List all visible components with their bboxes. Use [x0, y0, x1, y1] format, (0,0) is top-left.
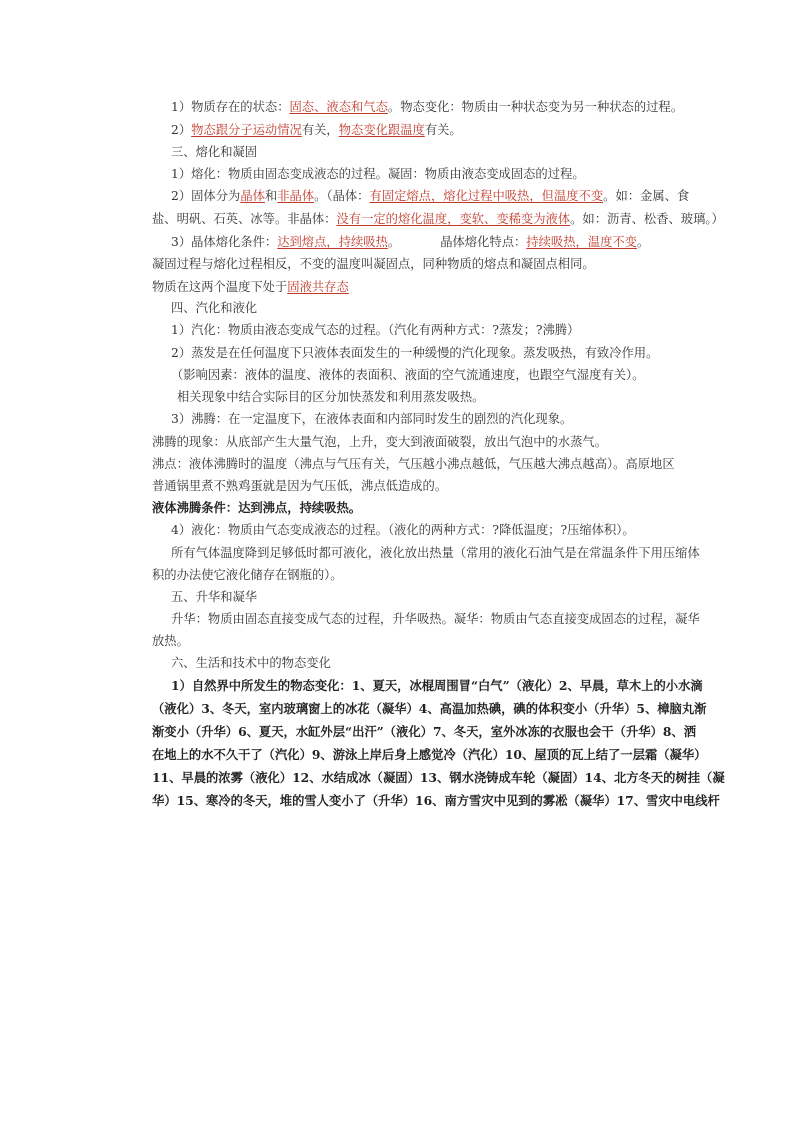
section-heading-daily-life: 六、生活和技术中的物态变化: [171, 656, 331, 670]
sublimation-definition-line: 升华：物质由固态直接变成气态的过程，升华吸热。凝华：物质由气态直接变成固态的过程，凝华: [171, 612, 700, 626]
examples-line-4: 在地上的水不久干了（汽化）9、游泳上岸后身上感觉冷（汽化）10、屋顶的瓦上结了一层霜（凝华）: [152, 747, 707, 762]
state-definition-line: 1）物质存在的状态：固态、液态和气态。物态变化：物质由一种状态变为另一种状态的过程。: [171, 100, 684, 114]
solid-types-line: 2）固体分为晶体和非晶体。（晶体：有固定熔点，熔化过程中吸热，但温度不变。如：金属、食: [171, 189, 690, 203]
highlight-amorphous-property: 没有一定的熔化温度，变软、变稀变为液体: [336, 212, 571, 226]
boiling-definition-line: 3）沸腾：在一定温度下，在液体表面和内部同时发生的剧烈的汽化现象。: [171, 412, 573, 426]
highlight-melting-condition: 达到熔点，持续吸热: [277, 235, 388, 249]
boiling-point-line: 沸点：液体沸腾时的温度（沸点与气压有关，气压越小沸点越低，气压越大沸点越高）。高原地区: [152, 457, 675, 471]
coexist-state-line: 物质在这两个温度下处于固液共存态: [152, 280, 349, 294]
section-heading-melting: 三、熔化和凝固: [171, 145, 258, 159]
highlight-amorphous: 非晶体: [277, 189, 315, 203]
vaporization-definition-line: 1）汽化：物质由液态变成气态的过程。（汽化有两种方式：?蒸发；?沸腾）: [171, 323, 580, 337]
section-heading-sublimation: 五、升华和凝华: [171, 590, 258, 604]
state-factors-line: 2）物态跟分子运动情况有关，物态变化跟温度有关。: [171, 123, 462, 137]
highlight-molecular-motion: 物态跟分子运动情况: [191, 123, 302, 137]
examples-line-3: 渐变小（升华）6、夏天，水缸外层“出汗”（液化）7、冬天，室外冰冻的衣服也会干（升华）8、洒: [152, 724, 696, 739]
examples-line-2: （液化）3、冬天，室内玻璃窗上的冰花（凝华）4、高温加热碘，碘的体积变小（升华）5、樟脑丸渐: [152, 701, 707, 716]
examples-line-6: 华）15、寒冷的冬天，堆的雪人变小了（升华）16、南方雪灾中见到的雾凇（凝华）17、雪灾中电线杆: [152, 793, 720, 808]
melting-definition-line: 1）熔化：物质由固态变成液态的过程。凝固：物质由液态变成固态的过程。: [171, 167, 585, 181]
evaporation-application-line: 相关现象中结合实际目的区分加快蒸发和利用蒸发吸热。: [177, 390, 485, 404]
solid-types-line-cont: 盐、明矾、石英、冰等。非晶体：没有一定的熔化温度，变软、变稀变为液体。如：沥青、松香、玻璃。）: [152, 212, 724, 226]
examples-line-1: 1）自然界中所发生的物态变化：1、夏天，冰棍周围冒“白气”（液化）2、早晨，草木上的小水滴: [171, 678, 703, 693]
highlight-crystal-property: 有固定熔点，熔化过程中吸热，但温度不变: [369, 189, 604, 203]
highlight-temperature: 物态变化跟温度: [338, 123, 425, 137]
solidification-line: 凝固过程与熔化过程相反，不变的温度叫凝固点，同种物质的熔点和凝固点相同。: [152, 257, 595, 271]
highlight-crystal: 晶体: [240, 189, 265, 203]
crystal-melting-conditions-line: 3）晶体熔化条件：达到熔点，持续吸热。 晶体熔化特点：持续吸热，温度不变。: [171, 235, 650, 249]
highlight-states: 固态、液态和气态: [289, 100, 388, 114]
highlight-melting-feature: 持续吸热，温度不变: [526, 235, 637, 249]
evaporation-line: 2）蒸发是在任何温度下只液体表面发生的一种缓慢的汽化现象。蒸发吸热，有致冷作用。: [171, 346, 659, 360]
liquefaction-note-line-cont: 积的办法使它液化储存在钢瓶的）。: [152, 568, 343, 582]
boiling-condition-line: 液体沸腾条件：达到沸点，持续吸热。: [152, 500, 362, 515]
liquefaction-definition-line: 4）液化：物质由气态变成液态的过程。（液化的两种方式：?降低温度；?压缩体积）。: [171, 523, 635, 537]
boiling-point-line-cont: 普通锅里煮不熟鸡蛋就是因为气压低，沸点低造成的。: [152, 479, 448, 493]
evaporation-factors-line: （影响因素：液体的温度、液体的表面积、液面的空气流通速度，也跟空气湿度有关）。: [171, 368, 645, 382]
highlight-coexist-state: 固液共存态: [287, 280, 349, 294]
section-heading-vaporization: 四、汽化和液化: [171, 301, 258, 315]
liquefaction-note-line: 所有气体温度降到足够低时都可液化，液化放出热量（常用的液化石油气是在常温条件下用压缩体: [171, 546, 700, 560]
sublimation-definition-line-cont: 放热。: [152, 634, 189, 648]
examples-line-5: 11、早晨的浓雾（液化）12、水结成冰（凝固）13、钢水浇铸成车轮（凝固）14、北方冬天的树挂（凝: [152, 770, 725, 785]
boiling-phenomenon-line: 沸腾的现象：从底部产生大量气泡，上升，变大到液面破裂，放出气泡中的水蒸气。: [152, 435, 607, 449]
